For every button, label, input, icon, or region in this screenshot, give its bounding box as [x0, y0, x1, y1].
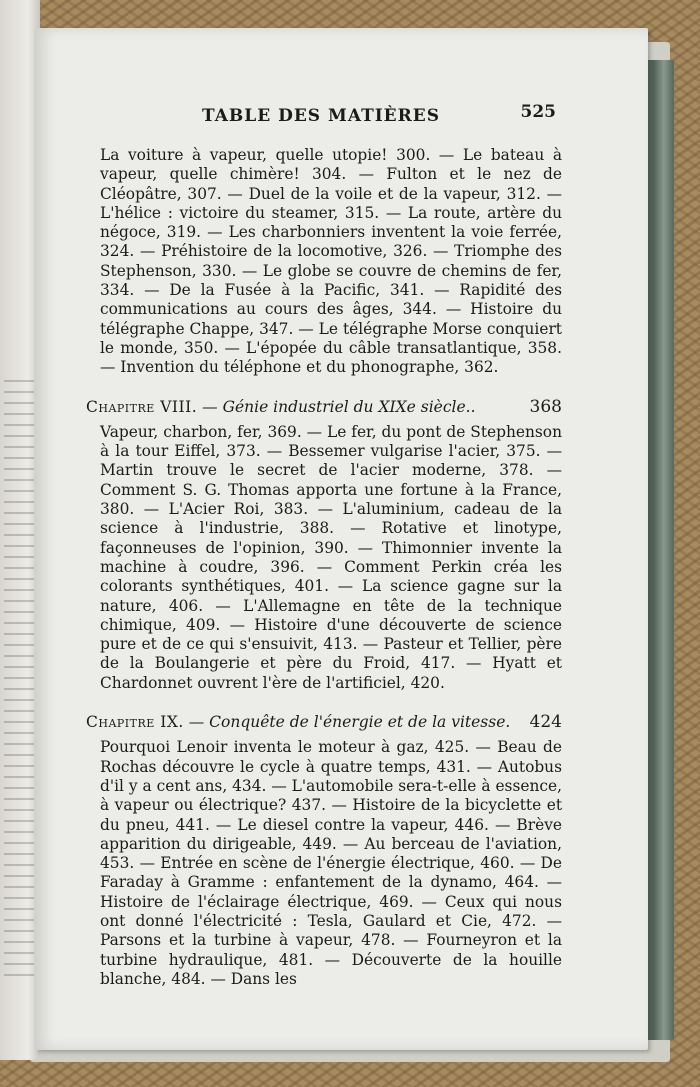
chapter-heading-8 — [86, 398, 562, 417]
left-page-edge — [0, 0, 40, 1060]
chapter-title: — Conquête de l'énergie et de la vitesse. — [188, 713, 511, 732]
chapter-heading-9 — [86, 713, 562, 732]
intro-paragraph: La voiture à vapeur, quelle utopie! 300. — Le bateau à vapeur, quelle chimère! 304. — Fulton et le nez de Cléopâtre, 307. — Duel de la voile et de la vapeur, 312. — L'hélice : victoire du steamer, 315. — La route, artère du négoce, 319. — Les charbonniers inventent la voie ferrée, 324. — Préhistoire de la locomotive, 326. — Triomphe des Stephenson, 330. — Le globe se couvre de chemins de fer, 334. — De la Fusée à la Pacific, 341. — Rapidité des communications au cours des âges, 344. — Histoire du télégraphe Chappe, 347. — Le télégraphe Morse conquiert le monde, 350. — L'épopée du câble transatlantique, 358. — Invention du téléphone et du phonographe, 362. — [100, 146, 562, 377]
chapter-label: Chapitre VIII. — [86, 397, 198, 416]
page-title: TABLE DES MATIÈRES — [202, 106, 441, 126]
chapter-label: Chapitre IX. — [86, 713, 184, 732]
chapter-summary-9: Pourquoi Lenoir inventa le moteur à gaz, 425. — Beau de Rochas découvre le cycle à quatre temps, 431. — Autobus d'il y a cent ans, 434. — L'automobile sera-t-elle à essence, à vapeur ou électrique? 437. — Histoire de la bicyclette et du pneu, 441. — Le diesel contre la vapeur, 446. — Brève apparition du dirigeable, 449. — Au berceau de l'aviation, 453. — Entrée en scène de l'énergie électrique, 460. — De Faraday à Gramme : enfantement de la dynamo, 464. — Histoire de l'éclairage électrique, 469. — Ceux qui nous ont donné l'électricité : Tesla, Gaulard et Cie, 472. — Parsons et la turbine à vapeur, 478. — Fourneyron et la turbine hydraulique, 481. — Découverte de la houille blanche, 484. — Dans les — [100, 738, 562, 988]
chapter-summary-8: Vapeur, charbon, fer, 369. — Le fer, du pont de Stephenson à la tour Eiffel, 373. — Bessemer vulgarise l'acier, 375. — Martin trouve le secret de l'acier moderne, 378. — Comment S. G. Thomas apporta une fortune à la France, 380. — L'Acier Roi, 383. — L'aluminium, cadeau de la science à l'industrie, 388. — Rotative et linotype, façonneuses de l'opinion, 390. — Thimonnier invente la machine à coudre, 396. — Comment Perkin créa les colorants synthétiques, 401. — La science gagne sur la nature, 406. — L'Allemagne en tête de la technique chimique, 409. — Histoire d'une découverte de science pure et de ce qui s'ensuivit, 413. — Pasteur et Tellier, père de la Boulangerie et père du Froid, 417. — Hyatt et Chardonnet ouvrent l'ère de l'artificiel, 420. — [100, 422, 562, 692]
left-page-text-fragments — [4, 380, 34, 980]
page-number: 525 — [520, 102, 556, 122]
book-page — [36, 28, 648, 1050]
chapter-title: — Génie industriel du XIXe siècle.. — [202, 397, 476, 416]
chapter-page: 368 — [529, 396, 562, 417]
running-head — [36, 102, 648, 136]
table-of-contents — [86, 146, 562, 989]
chapter-page: 424 — [529, 712, 562, 733]
